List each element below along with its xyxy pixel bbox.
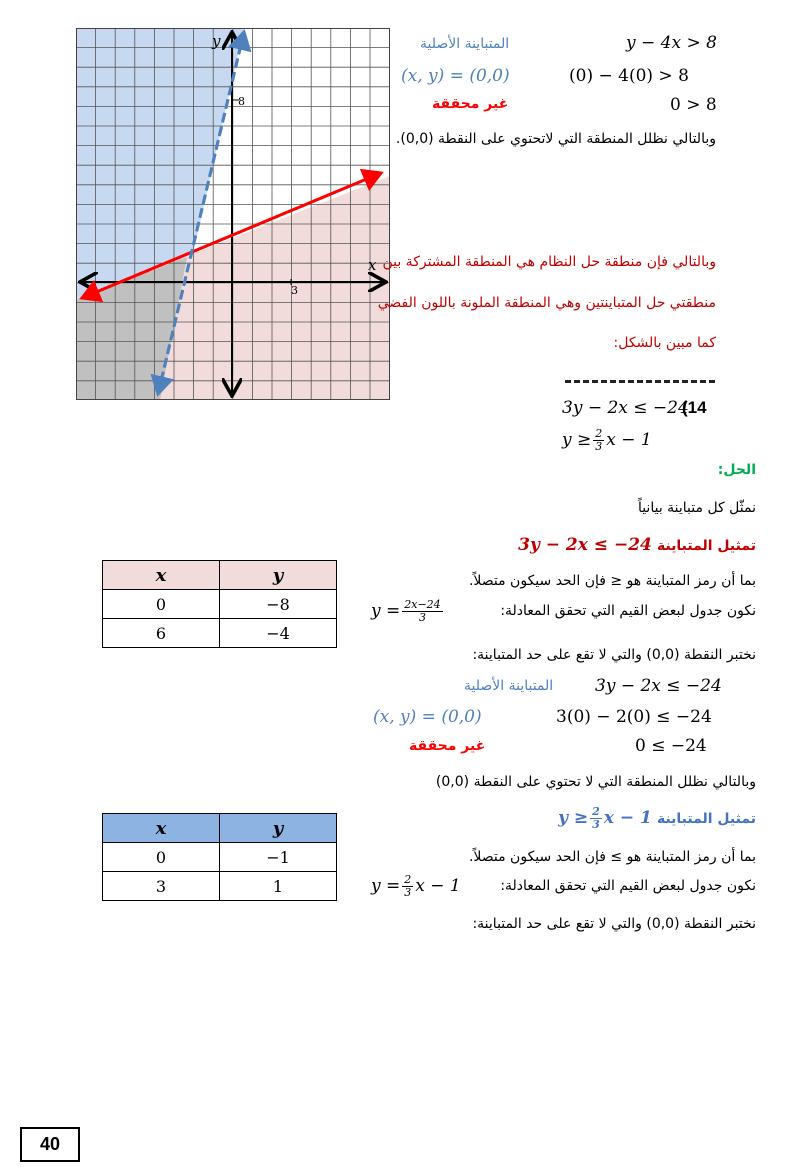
- page-number: 40: [20, 1127, 80, 1162]
- conclusion-line-3: كما مبين بالشكل:: [613, 335, 716, 351]
- problem-number: (14: [682, 398, 707, 417]
- shade-text-1: وبالتالي نظلل المنطقة التي لاتحتوي على النقطة (0,0).: [395, 131, 716, 147]
- table-row: 0 −8: [103, 590, 337, 619]
- conclusion-line-2: منطقتي حل المتباينتين وهي المنطقة الملونة باللون الفضي: [377, 295, 716, 311]
- table-row: 3 1: [103, 872, 337, 901]
- rep2-solid-text: بما أن رمز المتباينة هو ≥ فإن الحد سيكون متصلاً.: [468, 849, 756, 865]
- substitution-1: (0) − 4(0) > 8: [569, 66, 689, 86]
- values-table-2: [102, 813, 337, 901]
- solution-intro: نمثّل كل متباينة بيانياً: [637, 500, 756, 516]
- rep1-result: 0 ≤ −24: [635, 736, 707, 756]
- problem-inequality-2: y ≥ $\frac{2}{3}$ x − 1: [562, 427, 652, 453]
- rep1-original-label: المتباينة الأصلية: [464, 678, 554, 694]
- rep1-not-true: غير محققة: [409, 738, 486, 754]
- original-inequality-label: المتباينة الأصلية: [420, 36, 510, 52]
- y-axis-label: y: [212, 32, 221, 50]
- separator-dashes: [565, 380, 715, 383]
- rep1-original-inequality: 3y − 2x ≤ −24: [595, 676, 722, 696]
- rep1-point-label: (x, y) = (0,0): [373, 707, 482, 727]
- table-header: x: [103, 561, 220, 590]
- y-tick-label: 8: [238, 95, 245, 108]
- rep1-shade-text: وبالتالي نظلل المنطقة التي لا تحتوي على النقطة (0,0): [435, 774, 756, 790]
- rep1-test-text: نختبر النقطة (0,0) والتي لا تقع على حد المتباينة:: [472, 647, 756, 663]
- conclusion-line-1: وبالتالي فإن منطقة حل النظام هي المنطقة المشتركة بين: [382, 254, 716, 270]
- inequality-1: y − 4x > 8: [626, 33, 717, 53]
- table-header: x: [103, 814, 220, 843]
- not-true-label-1: غير محققة: [432, 96, 509, 112]
- rep2-test-text: نختبر النقطة (0,0) والتي لا تقع على حد المتباينة:: [472, 916, 756, 932]
- x-axis-label: x: [368, 256, 377, 274]
- values-table-1: [102, 560, 337, 648]
- problem-inequality-1: 3y − 2x ≤ −24: [562, 398, 689, 418]
- rep2-title: تمثيل المتباينة y ≥ $\frac{2}{3}$ x − 1: [558, 805, 756, 831]
- coordinate-graph: [76, 28, 390, 400]
- table-row: 0 −1: [103, 843, 337, 872]
- x-tick-label: 3: [291, 284, 298, 297]
- solution-heading: الحل:: [717, 462, 756, 478]
- table-header: y: [220, 561, 337, 590]
- table-header: y: [220, 814, 337, 843]
- rep1-substitution: 3(0) − 2(0) ≤ −24: [556, 707, 712, 727]
- result-1: 0 > 8: [670, 95, 717, 115]
- point-label: (x, y) = (0,0): [401, 66, 510, 86]
- table-row: 6 −4: [103, 619, 337, 648]
- rep1-title: تمثيل المتباينة 3y − 2x ≤ −24: [518, 535, 756, 555]
- rep1-solid-text: بما أن رمز المتباينة هو ≤ فإن الحد سيكون متصلاً.: [468, 573, 756, 589]
